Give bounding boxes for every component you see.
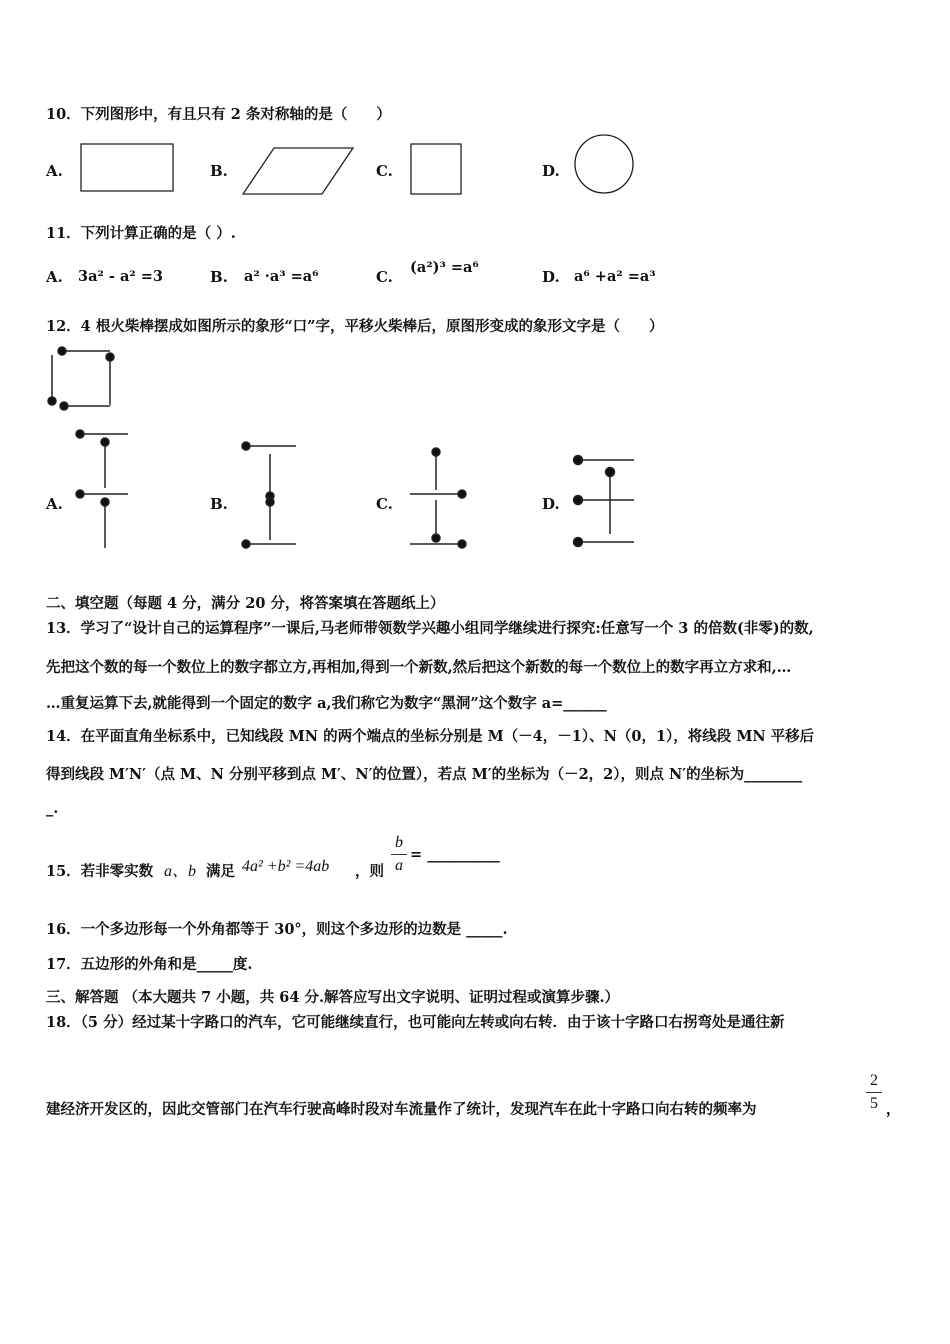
q15-fraction-denominator: a xyxy=(395,857,403,874)
q11-stem: 11．下列计算正确的是（ ）. xyxy=(46,225,236,242)
rectangle-figure xyxy=(80,143,175,193)
q12-option-a-label: A. xyxy=(46,495,63,513)
q14-line-1: 14．在平面直角坐标系中，已知线段 MN 的两个端点的坐标分别是 M（－4，－1）、N（0，1），将线段 MN 平移后 xyxy=(46,728,815,745)
circle-figure xyxy=(572,133,636,195)
q18-fraction-numerator: 2 xyxy=(870,1072,878,1089)
q15-fraction xyxy=(391,834,407,875)
q15-fraction-numerator: b xyxy=(395,834,403,851)
q10-option-c-label: C. xyxy=(376,162,393,180)
q13-line-3: …重复运算下去,就能得到一个固定的数字 a,我们称它为数字“黑洞”这个数字 a=______ xyxy=(46,695,607,712)
q11-expr-c: (a²)³ =a⁶ xyxy=(410,259,479,276)
q12-option-b-label: B. xyxy=(210,495,228,513)
q15-equation: 4a² +b² =4ab xyxy=(242,858,330,875)
q13-line-2: 先把这个数的每一个数位上的数字都立方,再相加,得到一个新数,然后把这个新数的每一个数位上的数字再立方求和,… xyxy=(46,659,792,676)
q18-fraction-denominator: 5 xyxy=(870,1095,878,1112)
matchstick-option-b-figure xyxy=(240,440,302,552)
q11-expr-d: a⁶ +a² =a³ xyxy=(574,268,656,285)
q11-expr-b: a² ·a³ =a⁶ xyxy=(244,268,319,285)
q11-option-c-label: C. xyxy=(376,268,393,286)
q15-vars: a、b xyxy=(164,863,197,880)
q11-expr-a: 3a² - a² =3 xyxy=(78,268,163,285)
section-2-heading: 二、填空题（每题 4 分，满分 20 分，将答案填在答题纸上） xyxy=(46,595,445,612)
matchstick-option-a-figure xyxy=(72,428,134,552)
matchstick-option-c-figure xyxy=(404,444,470,552)
q18-line-2: 建经济开发区的，因此交管部门在汽车行驶高峰时段对车流量作了统计，发现汽车在此十字路口向右转的频率为 xyxy=(46,1101,757,1118)
q13-line-1: 13．学习了“设计自己的运算程序”一课后,马老师带领数学兴趣小组同学继续进行探究:任意写一个 3 的倍数(非零)的数, xyxy=(46,620,814,637)
q18-comma: ， xyxy=(886,1101,901,1118)
q11-option-b-label: B. xyxy=(210,268,228,286)
q10-stem: 10．下列图形中，有且只有 2 条对称轴的是（ ） xyxy=(46,106,391,123)
q18-line-1: 18．（5 分）经过某十字路口的汽车，它可能继续直行，也可能向左转或向右转．由于该十字路口右拐弯处是通往新 xyxy=(46,1014,785,1031)
q12-option-c-label: C. xyxy=(376,495,393,513)
q11-option-d-label: D. xyxy=(542,268,560,286)
q11-option-a-label: A. xyxy=(46,268,63,286)
matchstick-kou-figure xyxy=(44,343,118,415)
square-figure xyxy=(410,143,463,195)
q18-fraction xyxy=(866,1072,882,1113)
q15-blank: = __________ xyxy=(410,846,500,863)
q10-option-d-label: D. xyxy=(542,162,560,180)
q14-line-2: 得到线段 M′N′（点 M、N 分别平移到点 M′、N′的位置），若点 M′的坐标为（－2，2），则点 N′的坐标为________ xyxy=(46,766,803,783)
parallelogram-figure xyxy=(242,146,356,196)
q16-text: 16．一个多边形每一个外角都等于 30°，则这个多边形的边数是 _____. xyxy=(46,921,508,938)
q10-option-a-label: A. xyxy=(46,162,63,180)
q15-then: ，则 xyxy=(355,863,384,880)
q12-option-d-label: D. xyxy=(542,495,560,513)
matchstick-option-d-figure xyxy=(570,450,640,552)
q17-text: 17．五边形的外角和是_____度. xyxy=(46,956,253,973)
q14-line-3: _. xyxy=(46,800,59,817)
q12-stem: 12．4 根火柴棒摆成如图所示的象形“口”字，平移火柴棒后，原图形变成的象形文字是（ ） xyxy=(46,318,664,335)
section-3-heading: 三、解答题 （本大题共 7 小题，共 64 分.解答应写出文字说明、证明过程或演算步骤.） xyxy=(46,989,620,1006)
q15-mid: 满足 xyxy=(206,863,235,880)
q15-prefix: 15．若非零实数 xyxy=(46,863,154,880)
q10-option-b-label: B. xyxy=(210,162,228,180)
